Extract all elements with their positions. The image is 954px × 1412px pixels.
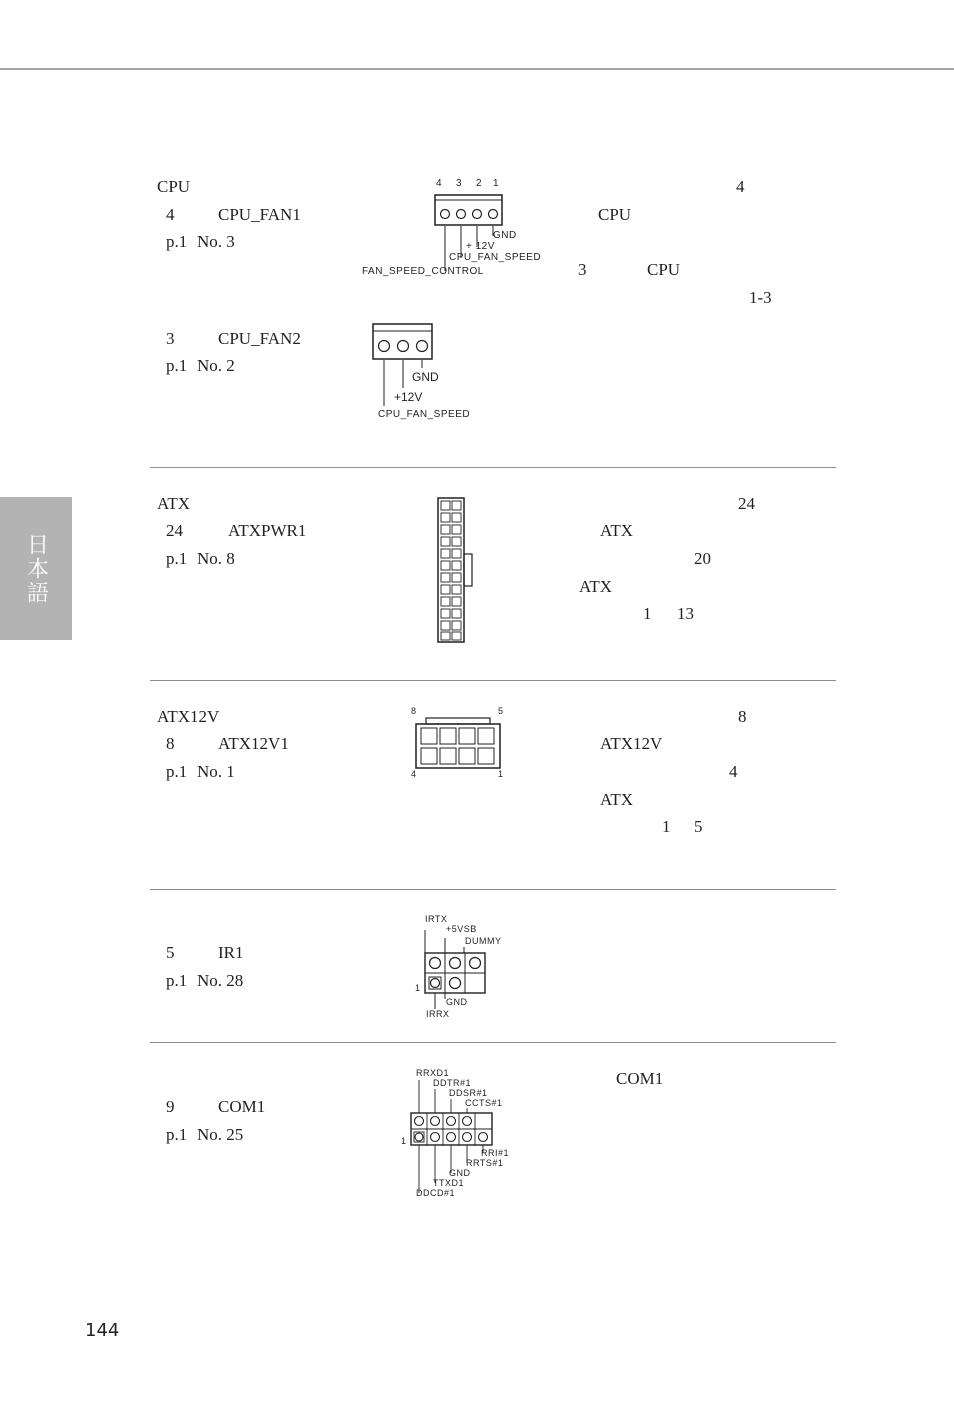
cpu-fan1-pin-3: 3 xyxy=(456,178,463,189)
ir-page: p.1 xyxy=(166,971,188,990)
section-divider xyxy=(150,467,836,468)
language-side-tab xyxy=(0,497,72,640)
com-name: COM1 xyxy=(218,1097,266,1116)
section-divider xyxy=(150,1042,836,1043)
atx12v-title: ATX12V xyxy=(157,707,220,726)
com-no: No. 25 xyxy=(197,1125,244,1144)
atx12v-desc-4: ATX xyxy=(600,790,634,809)
com-label-ddsr1: DDSR#1 xyxy=(449,1088,488,1098)
com-desc-1: COM1 xyxy=(616,1069,664,1088)
com-label-ddtr1: DDTR#1 xyxy=(433,1078,472,1088)
atxpwr-desc-1: 24 xyxy=(738,494,755,513)
com-label-ddcd1: DDCD#1 xyxy=(416,1188,456,1198)
com-label-ttxd1: TTXD1 xyxy=(433,1178,465,1188)
atx12v-pincount: 8 xyxy=(166,734,175,753)
atx12v-pin-5: 5 xyxy=(498,706,504,716)
cpu-fan1-pin-4: 4 xyxy=(436,178,443,189)
com-page: p.1 xyxy=(166,1125,188,1144)
atxpwr-page: p.1 xyxy=(166,549,188,568)
cpu-fan1-desc-5: 1-3 xyxy=(749,288,772,307)
atxpwr-desc-3: 20 xyxy=(694,549,711,568)
atxpwr-desc-4: ATX xyxy=(579,577,613,596)
atx12v-no: No. 1 xyxy=(197,762,235,781)
section-divider xyxy=(150,889,836,890)
atxpwr-desc-6: 13 xyxy=(677,604,694,623)
ir-pincount: 5 xyxy=(166,943,175,962)
cpu-fan2-pincount: 3 xyxy=(166,329,175,348)
atx12v-desc-3: 4 xyxy=(729,762,738,781)
atx12v-connector-diagram xyxy=(414,716,504,772)
cpu-fan1-name: CPU_FAN1 xyxy=(218,205,301,224)
ir-name: IR1 xyxy=(218,943,244,962)
ir-label-irrx: IRRX xyxy=(426,1009,450,1019)
atx12v-desc-5: 1 xyxy=(662,817,671,836)
cpu-fan1-desc-4: CPU xyxy=(647,260,681,279)
atxpwr-name: ATXPWR1 xyxy=(228,521,307,540)
section-divider xyxy=(150,680,836,681)
cpu-fan2-label-gnd: GND xyxy=(412,370,439,384)
atxpwr-title: ATX xyxy=(157,494,191,513)
atx12v-desc-2: ATX12V xyxy=(600,734,663,753)
atxpwr-pincount: 24 xyxy=(166,521,183,540)
com-label-rrxd1: RRXD1 xyxy=(416,1068,450,1078)
side-tab-label: 日本語 xyxy=(23,532,49,605)
cpu-fan2-page: p.1 xyxy=(166,356,188,375)
com-pin-1: 1 xyxy=(401,1136,407,1146)
ir-label-5vsb: +5VSB xyxy=(446,924,477,934)
com-pincount: 9 xyxy=(166,1097,175,1116)
cpu-fan1-label-speed: CPU_FAN_SPEED xyxy=(449,252,542,263)
com-label-rrts1: RRTS#1 xyxy=(466,1158,504,1168)
cpu-fan1-no: No. 3 xyxy=(197,232,235,251)
com-label-gnd: GND xyxy=(449,1168,471,1178)
cpu-fan1-label-gnd: GND xyxy=(493,230,517,241)
cpu-fan2-label-speed: CPU_FAN_SPEED xyxy=(378,409,471,420)
page-number: 144 xyxy=(85,1320,120,1341)
cpu-fan1-page: p.1 xyxy=(166,232,188,251)
ir-label-dummy: DUMMY xyxy=(465,936,502,946)
ir-label-irtx: IRTX xyxy=(425,914,448,924)
header-rule xyxy=(0,68,954,70)
atx12v-name: ATX12V1 xyxy=(218,734,289,753)
ir-label-gnd: GND xyxy=(446,997,468,1007)
com-label-ccts1: CCTS#1 xyxy=(465,1098,503,1108)
atx12v-pin-1: 1 xyxy=(498,769,504,779)
atx12v-desc-6: 5 xyxy=(694,817,703,836)
cpu-fan2-label-12v: +12V xyxy=(394,390,423,404)
cpu-fan1-label-12v: + 12V xyxy=(466,241,495,252)
cpu-fan1-desc-2: CPU xyxy=(598,205,632,224)
atx12v-pin-4: 4 xyxy=(411,769,417,779)
cpu-fan1-pin-2: 2 xyxy=(476,178,483,189)
cpu-fan2-name: CPU_FAN2 xyxy=(218,329,301,348)
cpu-fan1-pincount: 4 xyxy=(166,205,175,224)
atx12v-desc-1: 8 xyxy=(738,707,747,726)
atx12v-page: p.1 xyxy=(166,762,188,781)
ir-pin-1: 1 xyxy=(415,983,421,993)
atxpwr-no: No. 8 xyxy=(197,549,235,568)
cpu-fan1-label-control: FAN_SPEED_CONTROL xyxy=(362,266,484,277)
cpu-fan1-pin-1: 1 xyxy=(493,178,500,189)
atx12v-pin-8: 8 xyxy=(411,706,417,716)
atxpwr-desc-2: ATX xyxy=(600,521,634,540)
com-label-rri1: RRI#1 xyxy=(481,1148,510,1158)
cpu-fan2-no: No. 2 xyxy=(197,356,235,375)
cpu-fan1-desc-3: 3 xyxy=(578,260,587,279)
cpu-fan1-desc-1: 4 xyxy=(736,177,745,196)
cpu-fan1-title: CPU xyxy=(157,177,191,196)
atxpwr-connector-diagram xyxy=(436,496,476,646)
atxpwr-desc-5: 1 xyxy=(643,604,652,623)
ir-no: No. 28 xyxy=(197,971,244,990)
